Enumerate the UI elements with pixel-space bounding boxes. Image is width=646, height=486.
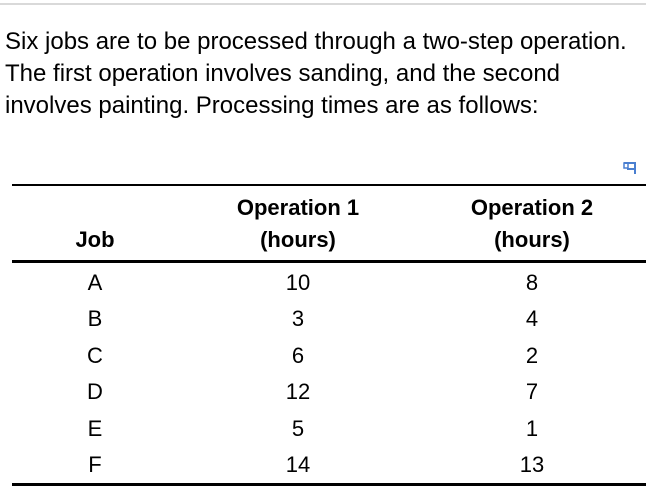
job-cell: A [87, 270, 103, 295]
op2-cell: 1 [525, 416, 539, 442]
job-cell: B [87, 306, 103, 332]
table-row [12, 447, 646, 485]
op1-cell: 6 [291, 342, 305, 368]
table-row [12, 338, 646, 375]
op1-cell: 10 [285, 270, 311, 295]
op2-cell: 13 [519, 452, 545, 478]
op2-cell: 2 [525, 342, 539, 368]
problem-statement: Six jobs are to be processed through a two-step operation. The first operation involves sanding, and the second involves painting. Processing times are as follows: [5, 28, 627, 119]
job-cell: C [87, 342, 103, 368]
job-cell: E [87, 416, 103, 442]
job-cell: D [87, 379, 103, 405]
op1-cell: 3 [291, 306, 305, 332]
op1-cell: 12 [285, 379, 311, 405]
op2-cell: 7 [525, 379, 539, 405]
table-row [12, 374, 646, 411]
expand-icon[interactable] [622, 160, 638, 176]
processing-times-table [12, 184, 646, 486]
header-job-label: Job [75, 227, 115, 252]
job-cell: F [88, 452, 102, 478]
header-operation-2 [418, 185, 646, 262]
header-op1-line2: (hours) [260, 227, 336, 252]
op2-cell: 8 [525, 270, 539, 295]
table-row [12, 262, 646, 302]
header-op1-line1: Operation 1 [236, 195, 360, 220]
op2-cell: 4 [525, 306, 539, 332]
table-header-row [12, 185, 646, 262]
op1-cell: 5 [291, 416, 305, 442]
header-operation-1 [178, 185, 418, 262]
table-row [12, 301, 646, 338]
header-op2-line1: Operation 2 [470, 195, 594, 220]
header-op2-line2: (hours) [494, 227, 570, 252]
header-job [12, 185, 178, 262]
processing-times-table-container [12, 184, 646, 486]
top-divider [0, 3, 646, 5]
op1-cell: 14 [285, 452, 311, 478]
table-row [12, 411, 646, 448]
